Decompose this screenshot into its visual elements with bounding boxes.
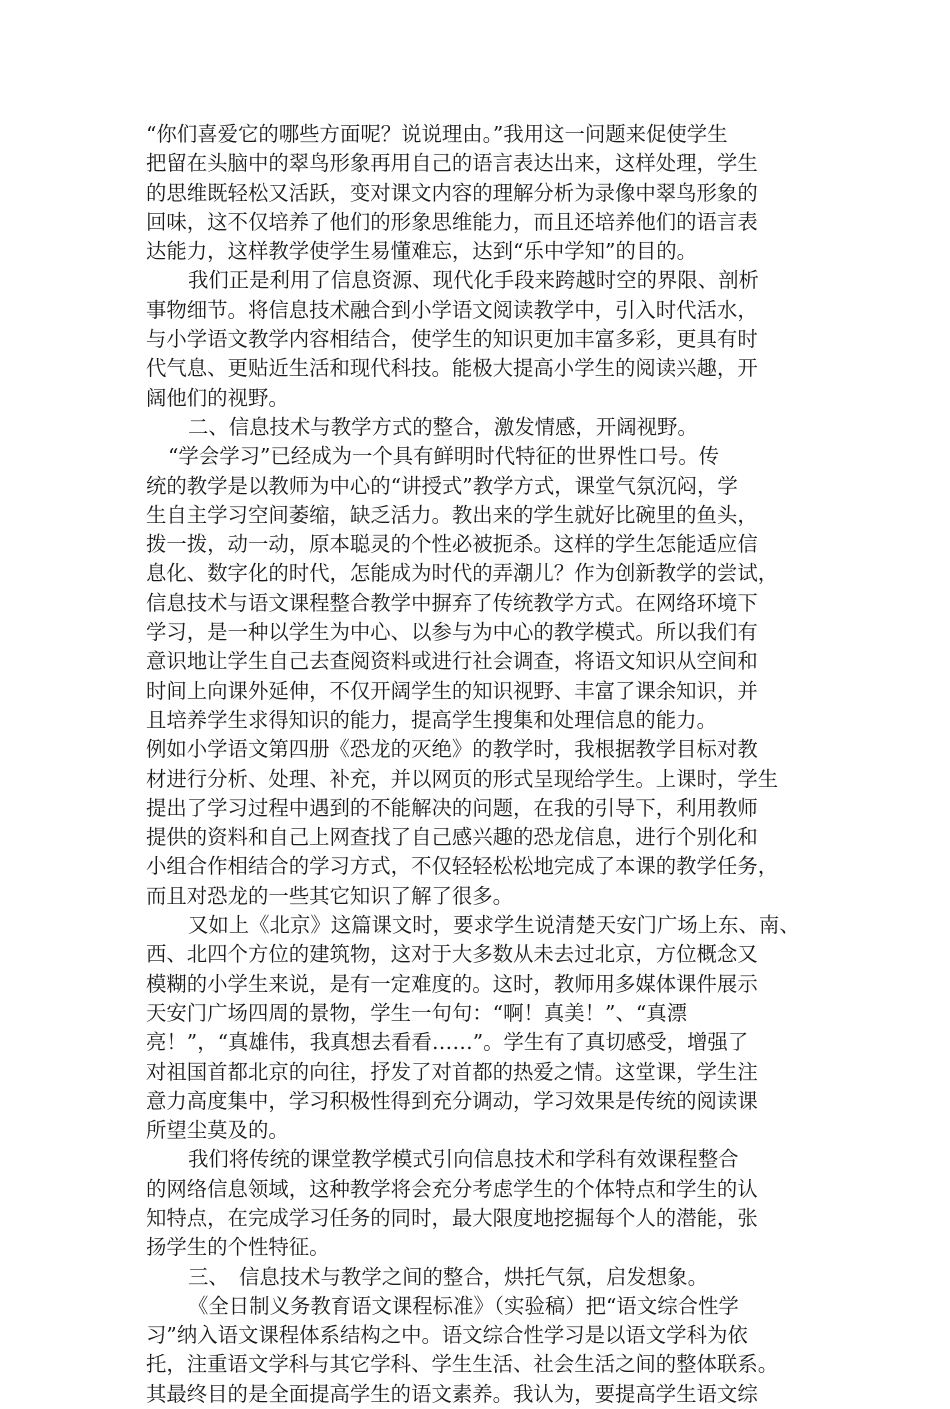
text-line: 提出了学习过程中遇到的不能解决的问题，在我的引导下，利用教师 [146, 795, 758, 820]
text-line: 例如小学语文第四册《恐龙的灭绝》的教学时，我根据教学目标对教 [146, 737, 758, 762]
text-line: 而且对恐龙的一些其它知识了解了很多。 [146, 883, 514, 908]
text-line: 二、信息技术与教学方式的整合，激发情感，开阔视野。 [188, 414, 698, 439]
text-line: 生自主学习空间萎缩，缺乏活力。教出来的学生就好比碗里的鱼头， [146, 502, 758, 527]
text-line: 习”纳入语文课程体系结构之中。语文综合性学习是以语文学科为依 [146, 1323, 748, 1348]
text-line: 我们将传统的课堂教学模式引向信息技术和学科有效课程整合 [188, 1147, 739, 1172]
text-line: 西、北四个方位的建筑物，这对于大多数从未去过北京，方位概念又 [146, 942, 758, 967]
text-line: 材进行分析、处理、补充，并以网页的形式呈现给学生。上课时，学生 [146, 766, 779, 791]
text-line: 的思维既轻松又活跃，变对课文内容的理解分析为录像中翠鸟形象的 [146, 180, 758, 205]
text-line: 统的教学是以教师为中心的“讲授式”教学方式，课堂气氛沉闷，学 [146, 473, 738, 498]
text-line: 对祖国首都北京的向往，抒发了对首都的热爱之情。这堂课，学生注 [146, 1059, 758, 1084]
text-line: 代气息、更贴近生活和现代科技。能极大提高小学生的阅读兴趣，开 [146, 356, 758, 381]
body-text [146, 120, 816, 1409]
text-line: 达能力，这样教学使学生易懂难忘，达到“乐中学知”的目的。 [146, 239, 698, 264]
text-line: 的网络信息领域，这种教学将会充分考虑学生的个体特点和学生的认 [146, 1176, 758, 1201]
text-line: 托，注重语文学科与其它学科、学生生活、社会生活之间的整体联系。 [146, 1352, 779, 1377]
text-line: 小组合作相结合的学习方式，不仅轻轻松松地完成了本课的教学任务， [146, 854, 779, 879]
text-line: 又如上《北京》这篇课文时，要求学生说清楚天安门广场上东、南、 [188, 913, 800, 938]
text-line: “学会学习”已经成为一个具有鲜明时代特征的世界性口号。传 [168, 444, 720, 469]
text-line: 模糊的小学生来说，是有一定难度的。这时，教师用多媒体课件展示 [146, 971, 758, 996]
text-line: 意识地让学生自己去查阅资料或进行社会调查，将语文知识从空间和 [146, 649, 758, 674]
text-line: 学习，是一种以学生为中心、以参与为中心的教学模式。所以我们有 [146, 620, 758, 645]
text-line: 我们正是利用了信息资源、现代化手段来跨越时空的界限、剖析 [188, 268, 759, 293]
text-line: 三、 信息技术与教学之间的整合，烘托气氛，启发想象。 [188, 1264, 708, 1289]
text-line: 时间上向课外延伸，不仅开阔学生的知识视野、丰富了课余知识，并 [146, 678, 758, 703]
text-line: 事物细节。将信息技术融合到小学语文阅读教学中，引入时代活水， [146, 297, 758, 322]
text-line: 信息技术与语文课程整合教学中摒弃了传统教学方式。在网络环境下 [146, 590, 758, 615]
text-line: 扬学生的个性特征。 [146, 1235, 330, 1260]
text-line: 息化、数字化的时代，怎能成为时代的弄潮儿？作为创新教学的尝试， [146, 561, 779, 586]
text-line: “你们喜爱它的哪些方面呢？说说理由。”我用这一问题来促使学生 [146, 122, 728, 146]
text-line: 阔他们的视野。 [146, 385, 289, 410]
text-line: 且培养学生求得知识的能力，提高学生搜集和处理信息的能力。 [146, 707, 717, 732]
text-line: 亮！”，“真雄伟，我真想去看看……”。学生有了真切感受，增强了 [146, 1030, 749, 1055]
text-line: 提供的资料和自己上网查找了自己感兴趣的恐龙信息，进行个别化和 [146, 825, 758, 850]
text-line: 《全日制义务教育语文课程标准》（实验稿）把“语文综合性学 [188, 1293, 739, 1318]
text-line: 其最终目的是全面提高学生的语文素养。我认为，要提高学生语文综 [146, 1381, 758, 1406]
text-line: 知特点，在完成学习任务的同时，最大限度地挖掘每个人的潜能，张 [146, 1205, 758, 1230]
text-line: 天安门广场四周的景物，学生一句句：“啊！真美！”、“真漂 [146, 1000, 688, 1025]
text-line: 意力高度集中，学习积极性得到充分调动，学习效果是传统的阅读课 [146, 1088, 758, 1113]
text-line: 与小学语文教学内容相结合，使学生的知识更加丰富多彩，更具有时 [146, 327, 758, 352]
text-line: 拨一拨，动一动，原本聪灵的个性必被扼杀。这样的学生怎能适应信 [146, 532, 758, 557]
text-line: 回味，这不仅培养了他们的形象思维能力，而且还培养他们的语言表 [146, 209, 758, 234]
text-line: 把留在头脑中的翠鸟形象再用自己的语言表达出来，这样处理，学生 [146, 151, 758, 176]
text-line: 所望尘莫及的。 [146, 1118, 289, 1143]
